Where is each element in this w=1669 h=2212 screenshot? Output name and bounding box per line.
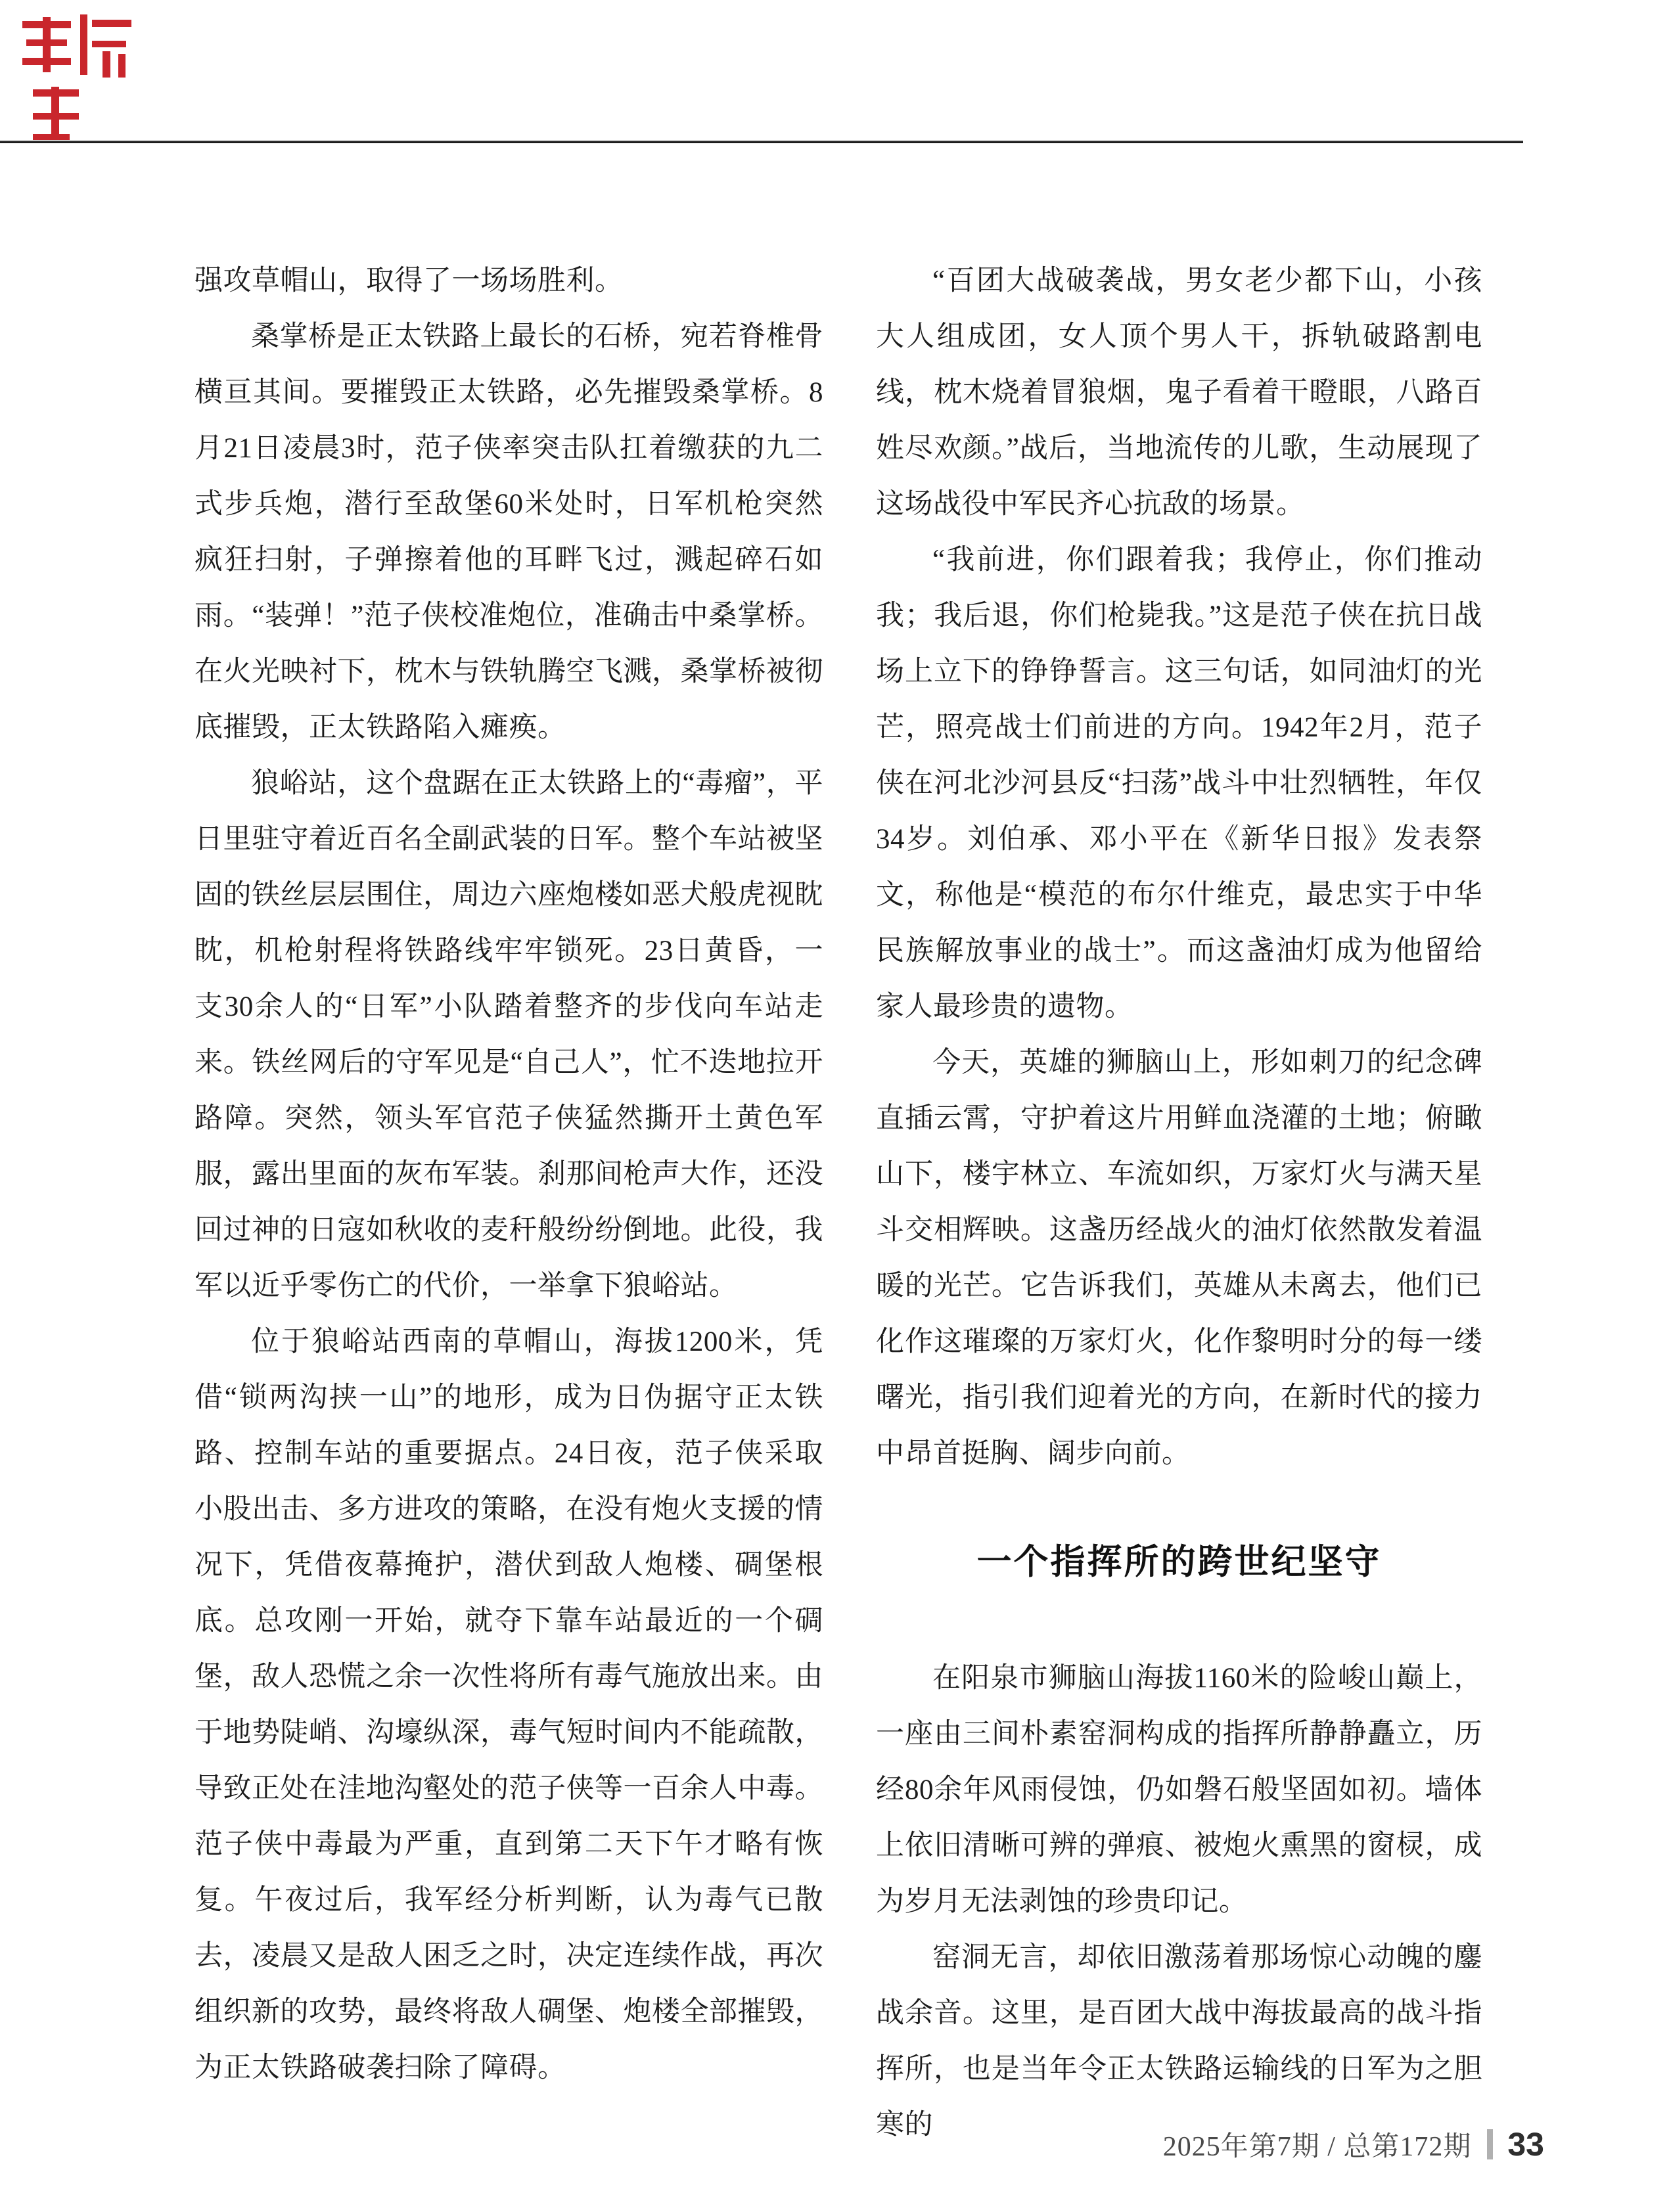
left-column xyxy=(194,253,823,2096)
paragraph: “我前进，你们跟着我；我停止，你们推动我；我后退，你们枪毙我。”这是范子侠在抗日战场上立下的铮铮誓言。这三句话，如同油灯的光芒，照亮战士们前进的方向。1942年2月，范子侠在河北沙河县反“扫荡”战斗中壮烈牺牲，年仅34岁。刘伯承、邓小平在《新华日报》发表祭文，称他是“模范的布尔什维克，最忠实于中华民族解放事业的战士”。而这盏油灯成为他留给家人最珍贵的遗物。 xyxy=(876,545,1482,1022)
footer-divider xyxy=(1487,2129,1493,2159)
right-column xyxy=(876,253,1482,2153)
page-footer xyxy=(1163,2125,1544,2164)
paragraph: 窑洞无言，却依旧激荡着那场惊心动魄的鏖战余音。这里，是百团大战中海拔最高的战斗指挥所，也是当年令正太铁路运输线的日军为之胆寒的 xyxy=(876,1942,1482,2140)
paragraph: 位于狼峪站西南的草帽山，海拔1200米，凭借“锁两沟挟一山”的地形，成为日伪据守正太铁路、控制车站的重要据点。24日夜，范子侠采取小股出击、多方进攻的策略，在没有炮火支援的情况下，凭借夜幕掩护，潜伏到敌人炮楼、碉堡根底。总攻刚一开始，就夺下靠车站最近的一个碉堡，敌人恐慌之余一次性将所有毒气施放出来。由于地势陡峭、沟壕纵深，毒气短时间内不能疏散，导致正处在洼地沟壑处的范子侠等一百余人中毒。范子侠中毒最为严重，直到第二天下午才略有恢复。午夜过后，我军经分析判断，认为毒气已散去，凌晨又是敌人困乏之时，决定连续作战，再次组织新的攻势，最终将敌人碉堡、炮楼全部摧毁，为正太铁路破袭扫除了障碍。 xyxy=(194,1326,823,2083)
top-rule xyxy=(0,140,1523,144)
section-heading: 一个指挥所的跨世纪坚守 xyxy=(976,1543,1382,1581)
red-edge-decoration xyxy=(0,8,131,149)
paragraph: 今天，英雄的狮脑山上，形如刺刀的纪念碑直插云霄，守护着这片用鲜血浇灌的土地；俯瞰山下，楼宇林立、车流如织，万家灯火与满天星斗交相辉映。这盏历经战火的油灯依然散发着温暖的光芒。它告诉我们，英雄从未离去，他们已化作这璀璨的万家灯火，化作黎明时分的每一缕曙光，指引我们迎着光的方向，在新时代的接力中昂首挺胸、阔步向前。 xyxy=(876,1047,1482,1469)
issue-info: 2025年第7期 / 总第172期 xyxy=(1162,2132,1472,2162)
paragraph: 在阳泉市狮脑山海拔1160米的险峻山巅上，一座由三间朴素窑洞构成的指挥所静静矗立，历经80余年风雨侵蚀，仍如磐石般坚固如初。墙体上依旧清晰可辨的弹痕、被炮火熏黑的窗棂，成为岁月无法剥蚀的珍贵印记。 xyxy=(876,1663,1482,1917)
paragraph: 强攻草帽山，取得了一场场胜利。 xyxy=(194,265,624,296)
page-number: 33 xyxy=(1507,2126,1544,2163)
paragraph: “百团大战破袭战，男女老少都下山，小孩大人组成团，女人顶个男人干，拆轨破路割电线，枕木烧着冒狼烟，鬼子看着干瞪眼，八路百姓尽欢颜。”战后，当地流传的儿歌，生动展现了这场战役中军民齐心抗敌的场景。 xyxy=(876,265,1482,520)
paragraph: 桑掌桥是正太铁路上最长的石桥，宛若脊椎骨横亘其间。要摧毁正太铁路，必先摧毁桑掌桥。8月21日凌晨3时，范子侠率突击队扛着缴获的九二式步兵炮，潜行至敌堡60米处时，日军机枪突然疯狂扫射，子弹擦着他的耳畔飞过，溅起碎石如雨。“装弹！”范子侠校准炮位，准确击中桑掌桥。在火光映衬下，枕木与铁轨腾空飞溅，桑掌桥被彻底摧毁，正太铁路陷入瘫痪。 xyxy=(194,321,823,743)
paragraph: 狼峪站，这个盘踞在正太铁路上的“毒瘤”，平日里驻守着近百名全副武装的日军。整个车站被坚固的铁丝层层围住，周边六座炮楼如恶犬般虎视眈眈，机枪射程将铁路线牢牢锁死。23日黄昏，一支30余人的“日军”小队踏着整齐的步伐向车站走来。铁丝网后的守军见是“自己人”，忙不迭地拉开路障。突然，领头军官范子侠猛然撕开土黄色军服，露出里面的灰布军装。刹那间枪声大作，还没回过神的日寇如秋收的麦秆般纷纷倒地。此役，我军以近乎零伤亡的代价，一举拿下狼峪站。 xyxy=(194,768,823,1301)
top-rule-dark-line xyxy=(0,141,1523,143)
